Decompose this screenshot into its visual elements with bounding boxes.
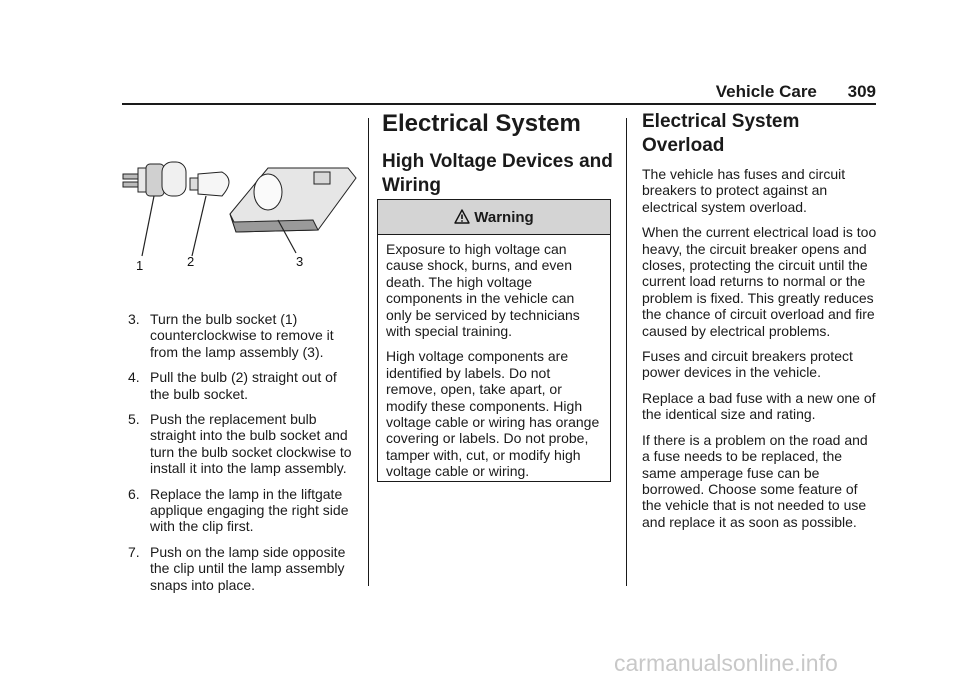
warning-icon <box>454 209 470 225</box>
warning-header <box>378 200 610 235</box>
section-heading: Electrical System <box>382 110 581 137</box>
lamp-assembly-drawing <box>230 168 356 232</box>
column-divider-right <box>626 118 627 586</box>
bulb-socket-illustration <box>118 158 363 273</box>
section-title: Vehicle Care <box>715 82 817 101</box>
warning-text: High voltage components are identified by labels. Do not remove, open, take apart, or modify these components. High voltage cable or wiring has orange covering or labels. Do not probe, tamper with, cut, or modify high voltage cable or wiring. <box>386 348 600 480</box>
list-item: 6. Replace the lamp in the liftgate applique engaging the right side with the clip first. <box>128 485 349 535</box>
body-paragraph: Replace a bad fuse with a new one of the identical size and rating. <box>642 389 876 423</box>
list-item: 3. Turn the bulb socket (1) counterclockwise to remove it from the lamp assembly (3). <box>128 311 334 360</box>
callout-3: 3 <box>296 254 304 269</box>
callout-2: 2 <box>187 254 195 269</box>
warning-text: Exposure to high voltage can cause shock, burns, and even death. The high voltage components in the vehicle can only be serviced by technicians with special training. <box>386 241 580 340</box>
callout-1: 1 <box>136 258 144 273</box>
list-item: 7. Push on the lamp side opposite the clip until the lamp assembly snaps into place. <box>128 543 346 593</box>
list-item: 4. Pull the bulb (2) straight out of the bulb socket. <box>128 369 337 402</box>
body-paragraph: Fuses and circuit breakers protect power devices in the vehicle. <box>642 348 853 381</box>
list-item: 5. Push the replacement bulb straight into the bulb socket and turn the bulb socket clockwise to install it into the lamp assembly. <box>128 411 352 477</box>
warning-label: Warning <box>474 208 534 226</box>
subsection-heading: High Voltage Devices and Wiring <box>382 151 613 196</box>
column-divider-left <box>368 118 369 586</box>
procedure-steps <box>128 311 356 602</box>
warning-box <box>377 199 611 482</box>
header-rule <box>122 103 876 105</box>
body-paragraph: The vehicle has fuses and circuit breakers to protect against an electrical system overload. <box>642 166 846 215</box>
bulb-drawing <box>190 172 229 196</box>
watermark: carmanualsonline.info <box>614 650 838 676</box>
page-header <box>716 82 876 102</box>
bulb-socket-drawing <box>123 162 186 196</box>
body-paragraph: When the current electrical load is too heavy, the circuit breaker opens and closes, protecting the circuit until the current load returns to normal or the problem is fixed. This greatly reduces the chance of circuit overload and fire caused by electrical problems. <box>642 224 877 339</box>
body-paragraph: If there is a problem on the road and a fuse needs to be replaced, the same amperage fuse can be borrowed. Choose some feature of the vehicle that is not needed to use and replace it as soon as possible. <box>642 431 868 530</box>
page-number: 309 <box>847 82 876 101</box>
subsection-heading: Electrical System Overload <box>642 111 800 156</box>
